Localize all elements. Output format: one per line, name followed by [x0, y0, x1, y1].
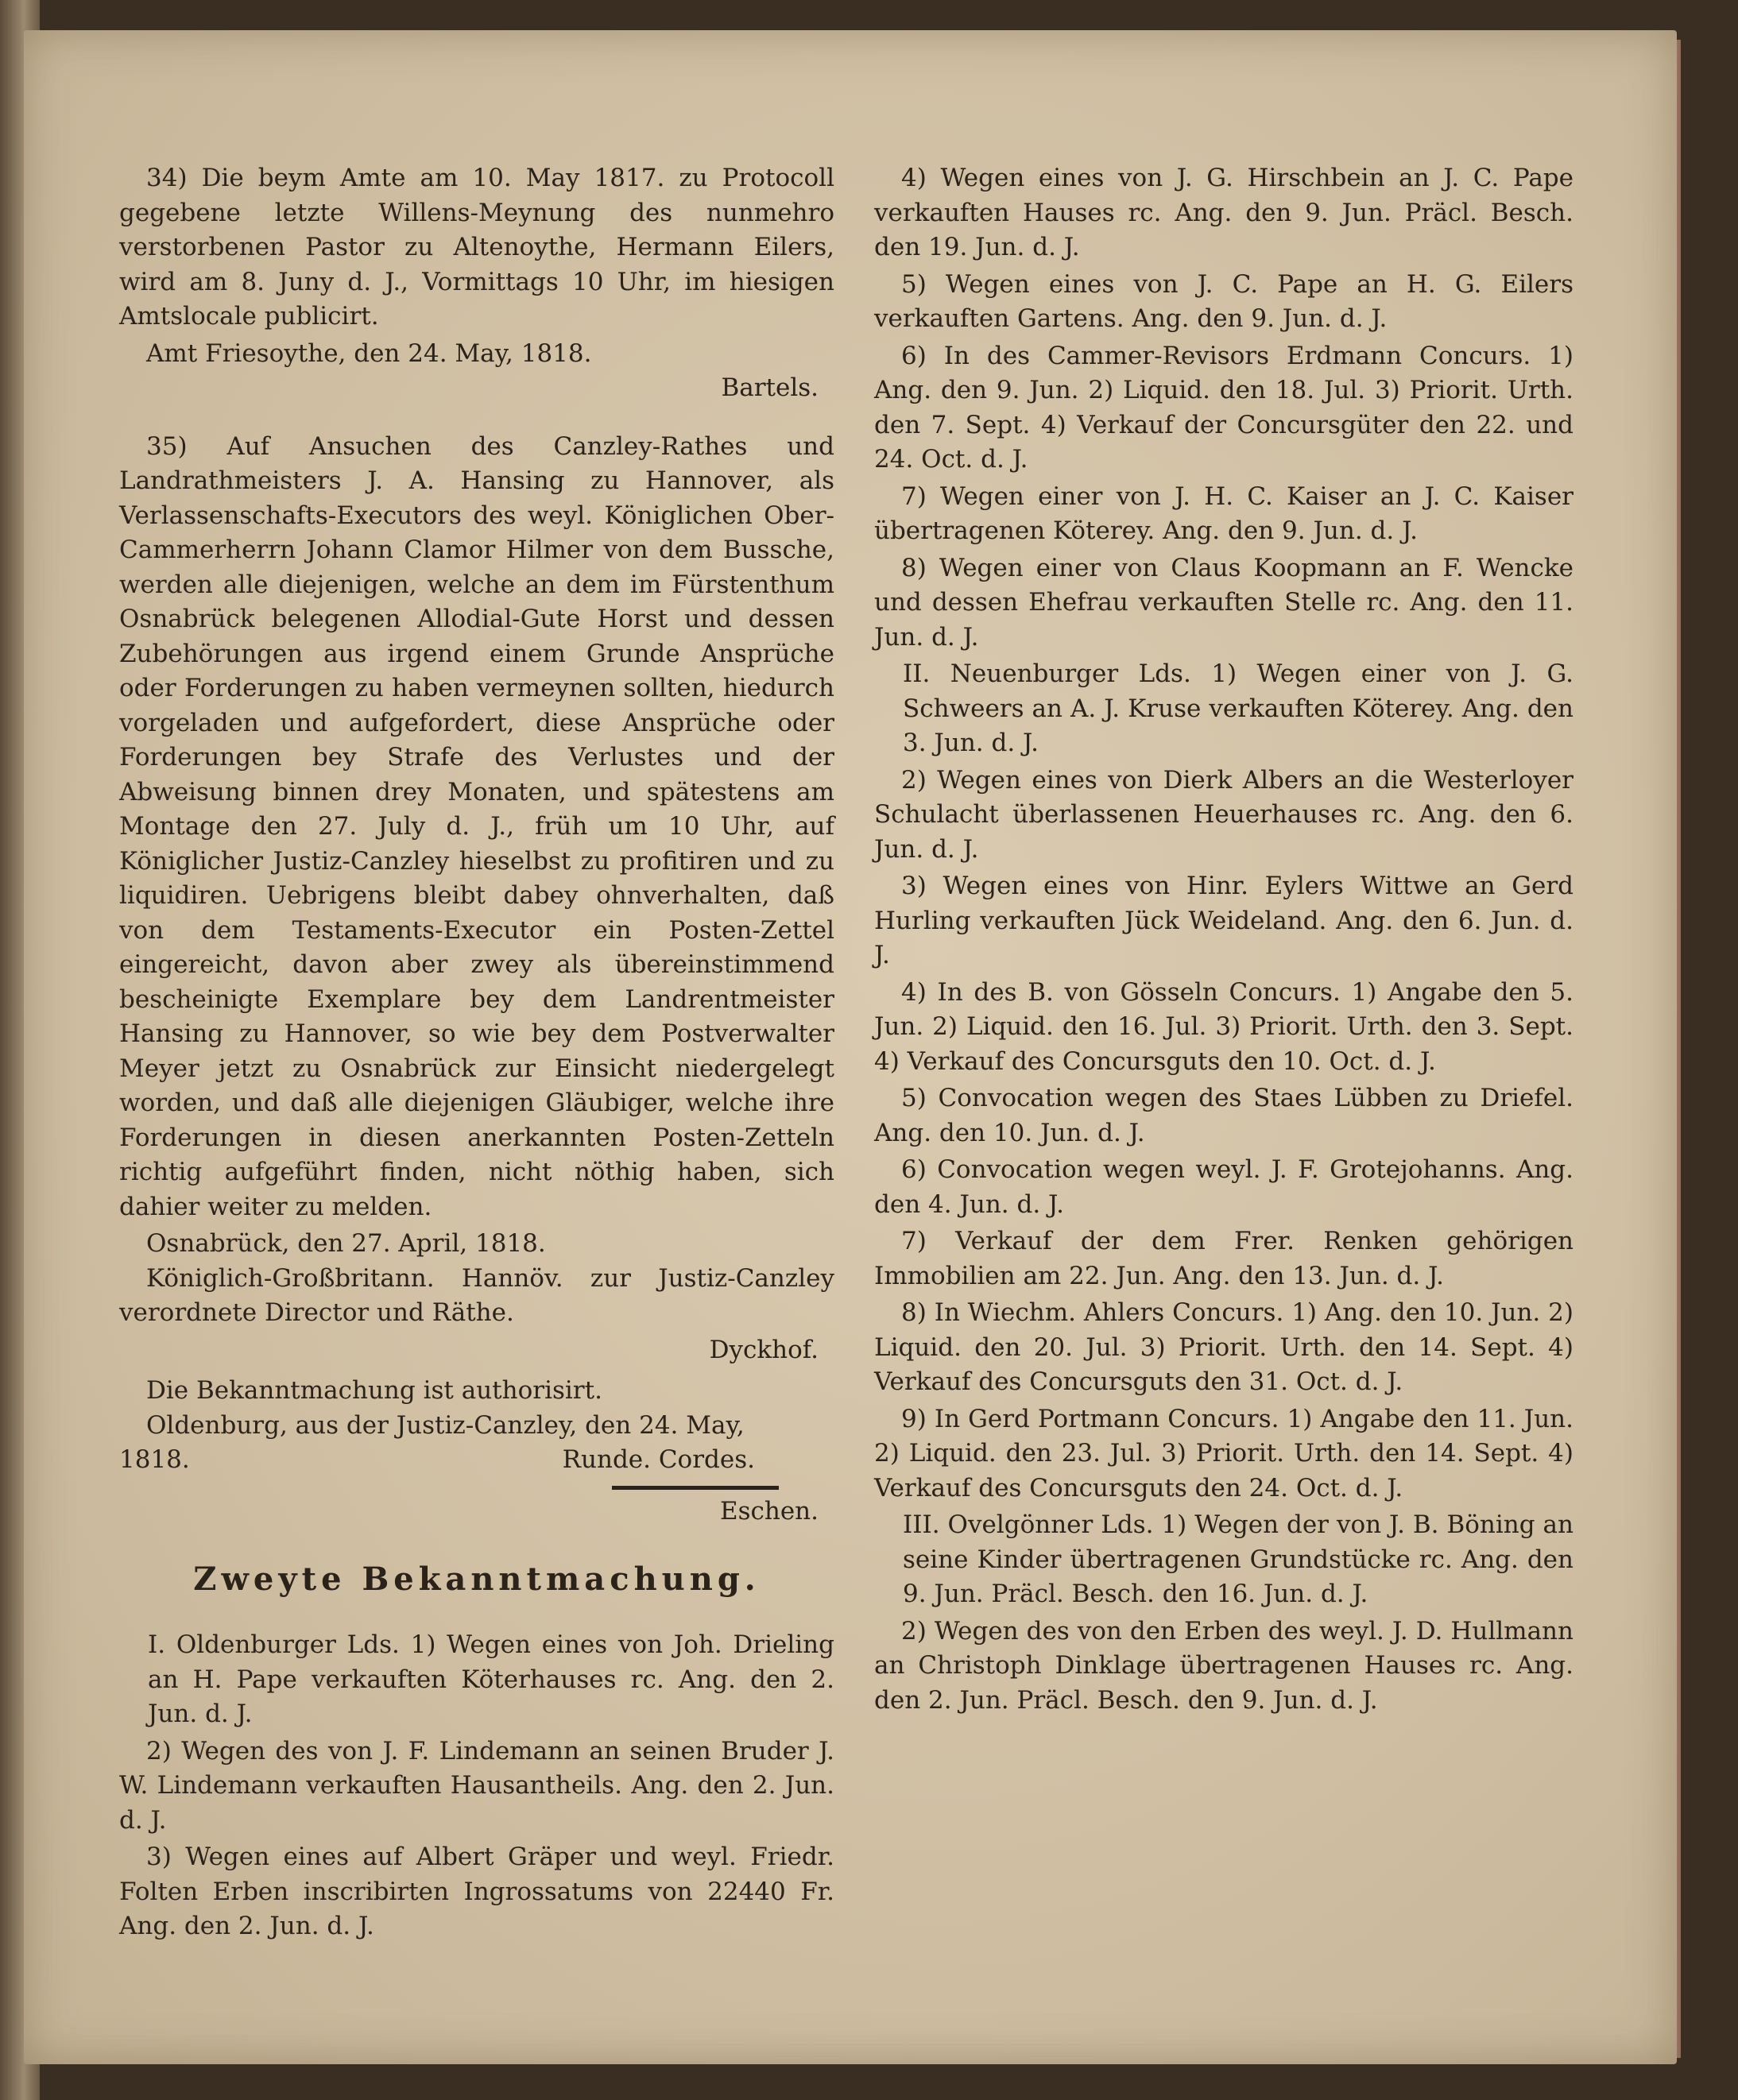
section-1-item-8: 8) Wegen einer von Claus Koopmann an F. Wencke und dessen Ehefrau verkauften Stelle rc. Ang. den 11. Jun. d. J. — [874, 553, 1573, 652]
section-2-item-4: 4) In des B. von Gösseln Concurs. 1) Angabe den 5. Jun. 2) Liquid. den 16. Jul. 3) Priorit. Urth. den 3. Sept. 4) Verkauf des Concursguts den 10. Oct. d. J. — [874, 977, 1573, 1076]
section-1-item-3: 3) Wegen eines auf Albert Gräper und weyl. Friedr. Folten Erben inscribirten Ingrossatums von 22440 Fr. Ang. den 2. Jun. d. J. — [119, 1843, 834, 1940]
section-3-item-2: 2) Wegen des von den Erben des weyl. J. D. Hullmann an Christoph Dinklage übertragenen Hauses rc. Ang. den 2. Jun. Präcl. Besch. den 9. Jun. d. J. — [874, 1616, 1573, 1715]
separator-rule — [612, 1486, 779, 1490]
authorisation-year: 1818. — [119, 1445, 190, 1474]
authorisation-signers — [119, 1443, 834, 1478]
section-1-item-6: 6) In des Cammer-Revisors Erdmann Concurs. 1) Ang. den 9. Jun. 2) Liquid. den 18. Jul. 3) Priorit. Urth. den 7. Sept. 4) Verkauf der Concursgüter den 22. und 24. Oct. d. J. — [874, 341, 1573, 474]
section-2-item-3: 3) Wegen eines von Hinr. Eylers Wittwe an Gerd Hurling verkauften Jück Weideland. Ang. den 6. Jun. d. J. — [874, 872, 1573, 969]
authorisation-place: Oldenburg, aus der Justiz-Canzley, den 24. May, — [146, 1410, 745, 1440]
notice-34-text: 34) Die beym Amte am 10. May 1817. zu Protocoll gegebene letzte Willens-Meynung des nunmehro verstorbenen Pastor zu Altenoythe, Hermann Eilers, wird am 8. Juny d. J., Vormittags 10 Uhr, im hiesigen Amtslocale publicirt. — [119, 164, 834, 331]
section-2-item-9: 9) In Gerd Portmann Concurs. 1) Angabe den 11. Jun. 2) Liquid. den 23. Jul. 3) Priorit. Urth. den 14. Sept. 4) Verkauf des Concursguts den 24. Oct. d. J. — [874, 1404, 1573, 1502]
section-1-item-7: 7) Wegen einer von J. H. C. Kaiser an J. C. Kaiser übertragenen Köterey. Ang. den 9. Jun. d. J. — [874, 481, 1573, 545]
left-column — [119, 161, 834, 1947]
section-1-item-4: 4) Wegen eines von J. G. Hirschbein an J. C. Pape verkauften Hauses rc. Ang. den 9. Jun. Präcl. Besch. den 19. Jun. d. J. — [874, 164, 1573, 261]
authorisation-names: Runde. Cordes. — [562, 1445, 755, 1474]
notice-35-authority: Königlich-Großbritann. Hannöv. zur Justiz-Canzley verordnete Director und Räthe. — [119, 1263, 834, 1327]
section-2-intro: II. Neuenburger Lds. 1) Wegen einer von J. G. Schweers an A. J. Kruse verkauften Köterey. Ang. den 3. Jun. d. J. — [903, 659, 1573, 757]
section-1-intro: I. Oldenburger Lds. 1) Wegen eines von Joh. Drieling an H. Pape verkauften Köterhauses rc. Ang. den 2. Jun. d. J. — [148, 1630, 834, 1728]
section-1-item-2: 2) Wegen des von J. F. Lindemann an seinen Bruder J. W. Lindemann verkauften Hausantheils. Ang. den 2. Jun. d. J. — [119, 1736, 834, 1835]
section-2-item-8: 8) In Wiechm. Ahlers Concurs. 1) Ang. den 10. Jun. 2) Liquid. den 20. Jul. 3) Priorit. Urth. den 14. Sept. 4) Verkauf des Concursguts den 31. Oct. d. J. — [874, 1298, 1573, 1396]
section-2-item-6: 6) Convocation wegen weyl. J. F. Grotejohanns. Ang. den 4. Jun. d. J. — [874, 1155, 1573, 1219]
section-2-item-5: 5) Convocation wegen des Staes Lübben zu Driefel. Ang. den 10. Jun. d. J. — [874, 1084, 1573, 1147]
right-column — [874, 161, 1573, 1720]
section-3-intro: III. Ovelgönner Lds. 1) Wegen der von J. B. Böning an seine Kinder übertragenen Grundstücke rc. Ang. den 9. Jun. Präcl. Besch. den 16. Jun. d. J. — [903, 1510, 1573, 1608]
section-2-item-7: 7) Verkauf der dem Frer. Renken gehörigen Immobilien am 22. Jun. Ang. den 13. Jun. d. J. — [874, 1227, 1573, 1290]
final-signature: Eschen. — [719, 1496, 819, 1526]
notice-35-signature: Dyckhof. — [709, 1335, 819, 1364]
page-sheet — [24, 30, 1677, 2064]
authorisation-note: Die Bekanntmachung ist authorisirt. — [146, 1376, 602, 1405]
notice-35-place-date: Osnabrück, den 27. April, 1818. — [146, 1229, 546, 1258]
notice-35-text: 35) Auf Ansuchen des Canzley-Rathes und Landrathmeisters J. A. Hansing zu Hannover, als Verlassenschafts-Executors des weyl. Königlichen Ober-Cammerherrn Johann Clamor Hilmer von dem Bussche, werden alle diejenigen, welche an dem im Fürstenthum Osnabrück belegenen Allodial-Gute Horst und dessen Zubehörungen aus irgend einem Grunde Ansprüche oder Forderungen zu haben vermeynen sollten, hiedurch vorgeladen und aufgefordert, diese Ansprüche oder Forderungen bey Strafe des Verlustes und der Abweisung binnen drey Monaten, und spätestens am Montage den 27. July d. J., früh um 10 Uhr, auf Königlicher Justiz-Canzley hieselbst zu profitiren und zu liquidiren. Uebrigens bleibt dabey ohnverhalten, daß von dem Testaments-Executor ein Posten-Zettel eingereicht, davon aber zwey als übereinstimmend bescheinigte Exemplare bey dem Landrentmeister Hansing zu Hannover, so wie bey dem Postverwalter Meyer jetzt zu Osnabrück zur Einsicht niedergelegt worden, und daß alle diejenigen Gläubiger, welche ihre Forderungen in diesen anerkannten Posten-Zetteln richtig aufgeführt finden, nicht nöthig haben, sich dahier weiter zu melden. — [119, 431, 834, 1221]
section-heading: Zweyte Bekanntmachung. — [193, 1560, 761, 1598]
section-2-item-2: 2) Wegen eines von Dierk Albers an die Westerloyer Schulacht überlassenen Heuerhauses rc. Ang. den 6. Jun. d. J. — [874, 765, 1573, 864]
notice-34-place-date: Amt Friesoythe, den 24. May, 1818. — [146, 338, 592, 368]
notice-34-signature: Bartels. — [721, 373, 819, 402]
section-1-item-5: 5) Wegen eines von J. C. Pape an H. G. Eilers verkauften Gartens. Ang. den 9. Jun. d. J. — [874, 269, 1573, 333]
